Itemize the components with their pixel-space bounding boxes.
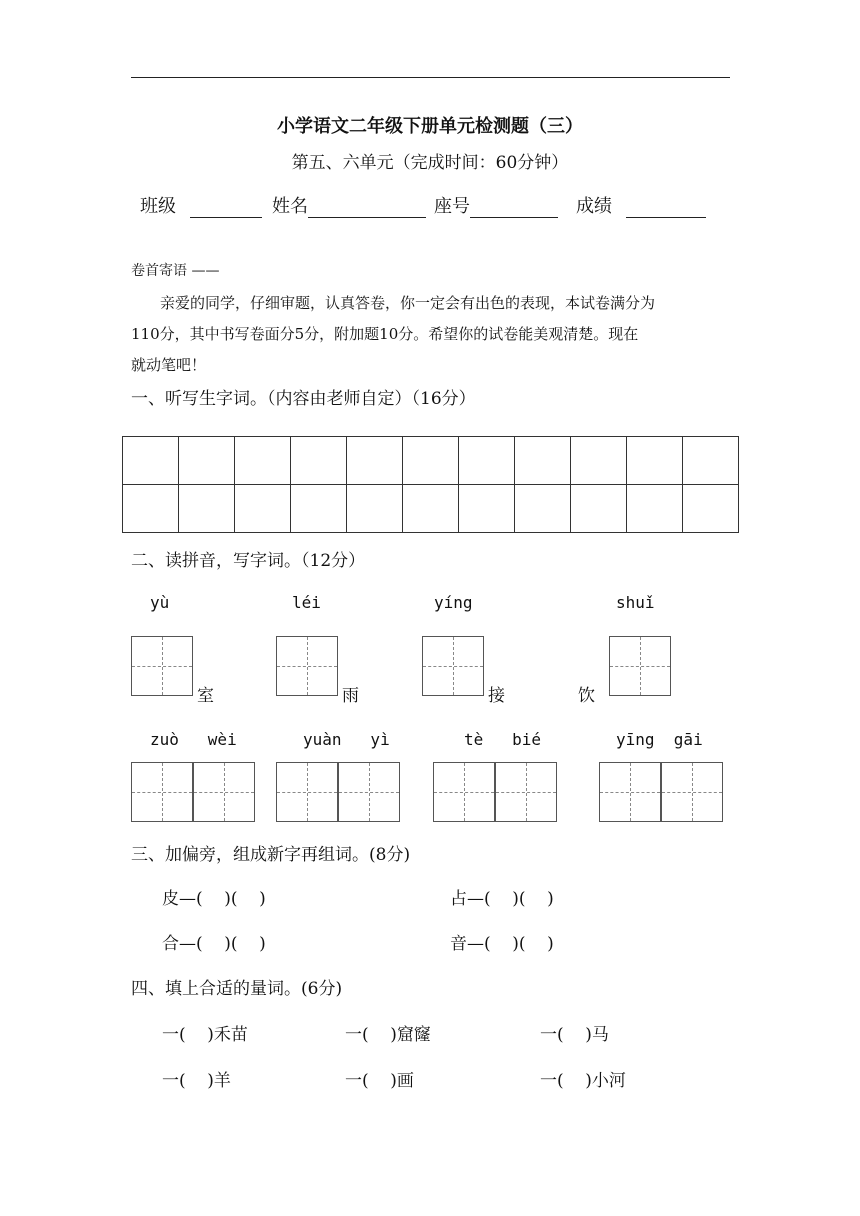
info-seat-label: 座号: [434, 196, 470, 217]
dictation-cell[interactable]: [347, 437, 403, 485]
seat-blank[interactable]: [470, 199, 558, 218]
section-3-title: 三、加偏旁，组成新字再组词。(8分): [131, 845, 411, 865]
info-name: [272, 192, 426, 218]
dictation-cell[interactable]: [403, 437, 459, 485]
dictation-cell[interactable]: [291, 485, 347, 533]
info-class: [140, 192, 262, 218]
dictation-cell[interactable]: [627, 485, 683, 533]
page-subtitle: 第五、六单元（完成时间：60分钟）: [291, 153, 569, 173]
measure-word-item[interactable]: 一( )禾苗: [162, 1025, 248, 1045]
given-character: 室: [197, 686, 214, 706]
section-2-title: 二、读拼音，写字词。（12分）: [131, 551, 366, 571]
tianzige-box[interactable]: [338, 762, 400, 822]
pinyin-label: zuò wèi: [150, 730, 237, 749]
dictation-cell[interactable]: [515, 437, 571, 485]
tianzige-box[interactable]: [661, 762, 723, 822]
radical-item[interactable]: 占—( )( ): [450, 889, 554, 909]
tianzige-box[interactable]: [276, 636, 338, 696]
name-blank[interactable]: [308, 199, 426, 218]
pinyin-label: yù: [150, 593, 170, 612]
measure-word-item[interactable]: 一( )画: [345, 1071, 414, 1091]
dictation-cell[interactable]: [683, 485, 739, 533]
tianzige-box[interactable]: [131, 636, 193, 696]
section-1-title: 一、听写生字词。（内容由老师自定）（16分）: [131, 389, 476, 409]
dictation-cell[interactable]: [459, 485, 515, 533]
tianzige-box[interactable]: [193, 762, 255, 822]
foreword-heading: 卷首寄语 ——: [131, 263, 220, 279]
tianzige-box[interactable]: [422, 636, 484, 696]
pinyin-label: yīng gāi: [616, 730, 703, 749]
info-score-label: 成绩: [576, 196, 612, 217]
measure-word-item[interactable]: 一( )马: [540, 1025, 609, 1045]
tianzige-box[interactable]: [609, 636, 671, 696]
section-4-title: 四、填上合适的量词。(6分): [131, 979, 343, 999]
tianzige-box[interactable]: [131, 762, 193, 822]
dictation-cell[interactable]: [235, 437, 291, 485]
dictation-cell[interactable]: [683, 437, 739, 485]
dictation-cell[interactable]: [123, 437, 179, 485]
info-seat: [434, 192, 558, 218]
pinyin-label: yíng: [434, 593, 473, 612]
radical-item[interactable]: 皮—( )( ): [162, 889, 266, 909]
radical-item[interactable]: 合—( )( ): [162, 934, 266, 954]
tianzige-box[interactable]: [599, 762, 661, 822]
given-character: 饮: [578, 686, 595, 706]
foreword-line-1: 亲爱的同学，仔细审题，认真答卷，你一定会有出色的表现，本试卷满分为: [160, 294, 656, 312]
tianzige-box[interactable]: [276, 762, 338, 822]
radical-item[interactable]: 音—( )( ): [450, 934, 554, 954]
tianzige-box[interactable]: [495, 762, 557, 822]
dictation-cell[interactable]: [235, 485, 291, 533]
foreword-line-2: 110分，其中书写卷面分5分，附加题10分。希望你的试卷能美观清楚。现在: [131, 325, 639, 343]
tianzige-box[interactable]: [433, 762, 495, 822]
foreword-line-3: 就动笔吧！: [131, 356, 207, 374]
score-blank[interactable]: [626, 199, 706, 218]
dictation-cell[interactable]: [571, 485, 627, 533]
dictation-cell[interactable]: [403, 485, 459, 533]
pinyin-label: tè bié: [464, 730, 542, 749]
measure-word-item[interactable]: 一( )小河: [540, 1071, 626, 1091]
dictation-cell[interactable]: [179, 437, 235, 485]
info-score: [576, 192, 706, 218]
pinyin-label: yuàn yì: [303, 730, 390, 749]
info-class-label: 班级: [140, 196, 176, 217]
dictation-cell[interactable]: [179, 485, 235, 533]
dictation-cell[interactable]: [459, 437, 515, 485]
given-character: 雨: [342, 686, 359, 706]
given-character: 接: [488, 686, 505, 706]
dictation-cell[interactable]: [571, 437, 627, 485]
measure-word-item[interactable]: 一( )羊: [162, 1071, 231, 1091]
measure-word-item[interactable]: 一( )窟窿: [345, 1025, 431, 1045]
dictation-cell[interactable]: [291, 437, 347, 485]
dictation-cell[interactable]: [515, 485, 571, 533]
page-title: 小学语文二年级下册单元检测题（三）: [277, 116, 583, 137]
header-rule: [131, 77, 730, 78]
dictation-cell[interactable]: [347, 485, 403, 533]
dictation-cell[interactable]: [123, 485, 179, 533]
pinyin-label: léi: [292, 593, 321, 612]
dictation-grid: [122, 436, 739, 533]
class-blank[interactable]: [190, 199, 262, 218]
info-name-label: 姓名: [272, 196, 308, 217]
dictation-cell[interactable]: [627, 437, 683, 485]
pinyin-label: shuǐ: [616, 593, 655, 612]
